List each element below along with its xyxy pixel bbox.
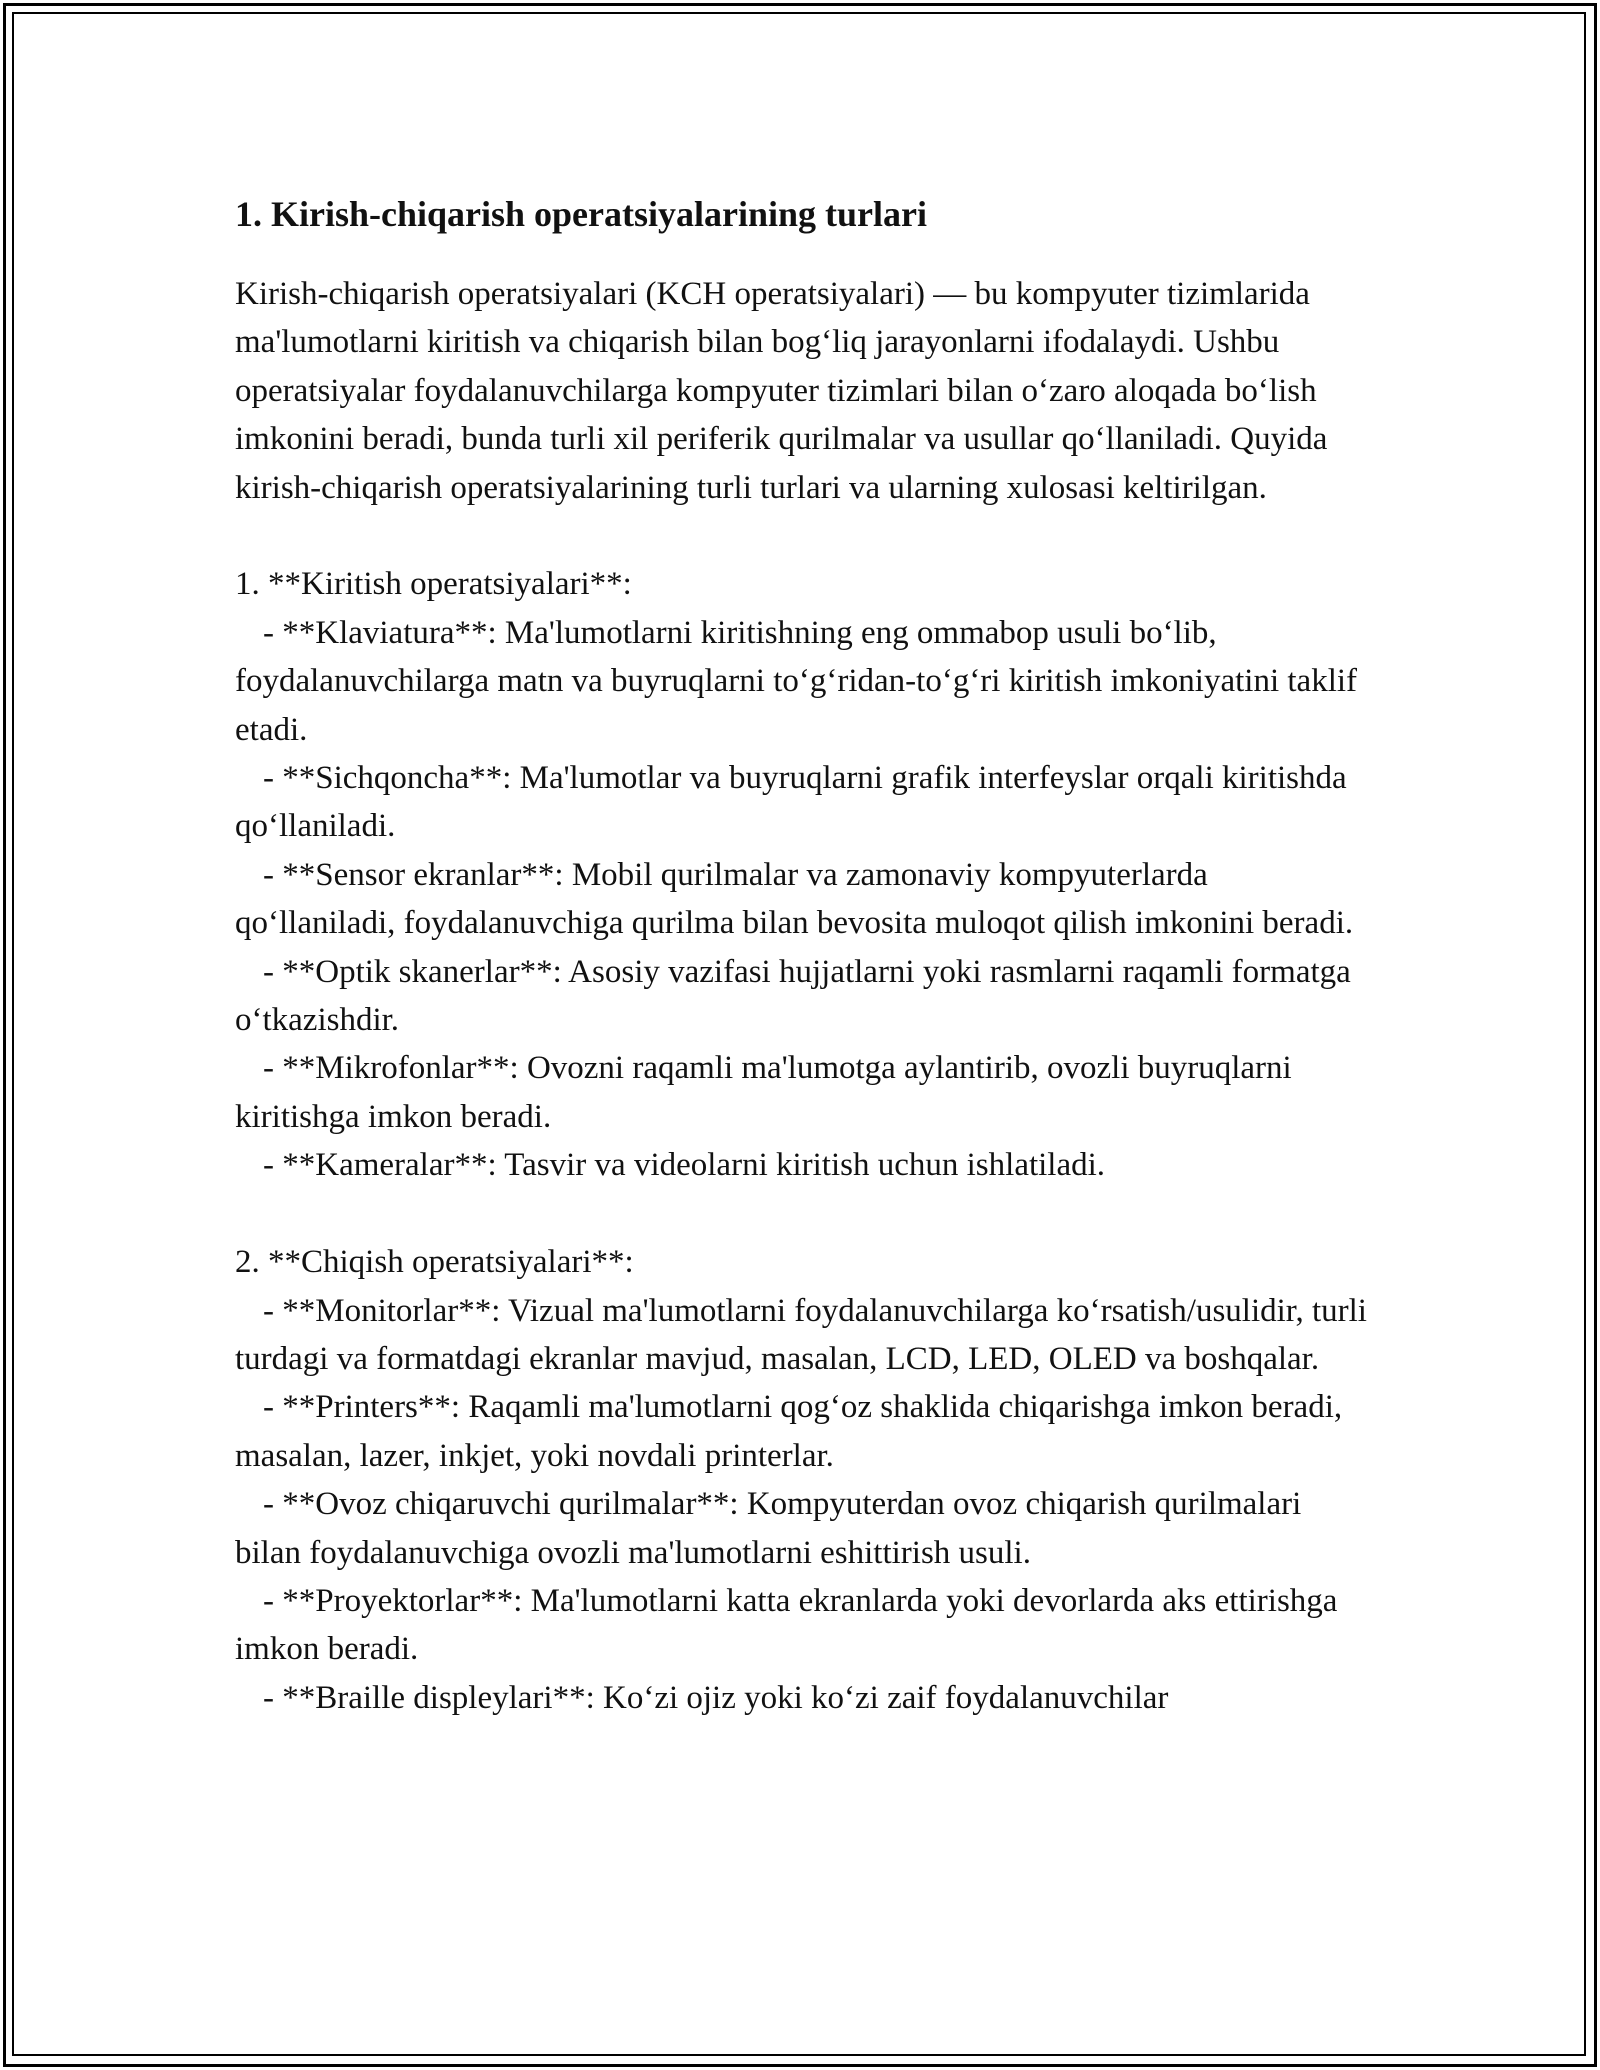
list-item: - **Ovoz chiqaruvchi qurilmalar**: Kompyuterdan ovoz chiqarish qurilmalari bilan foydalanuvchiga ovozli ma'lumotlarni eshittirish usuli. bbox=[235, 1486, 1302, 1571]
intro-paragraph: Kirish-chiqarish operatsiyalari (KCH operatsiyalari) — bu kompyuter tizimlarida ma'lumotlarni kiritish va chiqarish bilan bog‘liq jarayonlarni ifodalaydi. Ushbu operatsiyalar foydalanuvchilarga kompyuter tizimlari bilan o‘zaro aloqada bo‘lish imkonini beradi, bunda turli xil periferik qurilmalar va usullar qo‘llaniladi. Quyida kirish-chiqarish operatsiyalarining turli turlari va ularning xulosasi keltirilgan. bbox=[235, 276, 1328, 506]
list-item: - **Braille displeylari**: Ko‘zi ojiz yoki ko‘zi zaif foydalanuvchilar bbox=[263, 1679, 1169, 1716]
list-item: - **Proyektorlar**: Ma'lumotlarni katta ekranlarda yoki devorlarda aks ettirishga imkon beradi. bbox=[235, 1582, 1338, 1668]
list-item: - **Kameralar**: Tasvir va videolarni kiritish uchun ishlatiladi. bbox=[263, 1147, 1106, 1184]
document-title: 1. Kirish-chiqarish operatsiyalarining turlari bbox=[235, 194, 928, 234]
document-body bbox=[235, 182, 1375, 1722]
list-item: - **Klaviatura**: Ma'lumotlarni kiritishning eng ommabop usuli bo‘lib, foydalanuvchilarga matn va buyruqlarni to‘g‘ridan-to‘g‘ri kiritish imkoniyatini taklif etadi. bbox=[235, 614, 1358, 748]
paragraph-gap bbox=[235, 512, 1375, 560]
list-item: - **Printers**: Raqamli ma'lumotlarni qog‘oz shaklida chiqarishga imkon beradi, masalan, lazer, inkjet, yoki novdali printerlar. bbox=[235, 1389, 1343, 1474]
section-heading: 1. **Kiritish operatsiyalari**: bbox=[235, 566, 632, 603]
section-input-operations bbox=[235, 560, 1375, 1189]
list-item: - **Optik skanerlar**: Asosiy vazifasi hujjatlarni yoki rasmlarni raqamli formatga o‘tkazishdir. bbox=[235, 953, 1351, 1039]
list-item: - **Mikrofonlar**: Ovozni raqamli ma'lumotga aylantirib, ovozli buyruqlarni kiritishga imkon beradi. bbox=[235, 1050, 1292, 1135]
section-gap bbox=[235, 1190, 1375, 1238]
list-item: - **Sichqoncha**: Ma'lumotlar va buyruqlarni grafik interfeyslar orqali kiritishda qo‘llaniladi. bbox=[235, 760, 1347, 845]
section-output-operations bbox=[235, 1238, 1375, 1722]
section-heading: 2. **Chiqish operatsiyalari**: bbox=[235, 1244, 634, 1281]
list-item: - **Monitorlar**: Vizual ma'lumotlarni foydalanuvchilarga ko‘rsatish/usulidir, turli turdagi va formatdagi ekranlar mavjud, masalan, LCD, LED, OLED va boshqalar. bbox=[235, 1292, 1367, 1377]
list-item: - **Sensor ekranlar**: Mobil qurilmalar va zamonaviy kompyuterlarda qo‘llaniladi, foydalanuvchiga qurilma bilan bevosita muloqot qilish imkonini beradi. bbox=[235, 856, 1354, 942]
